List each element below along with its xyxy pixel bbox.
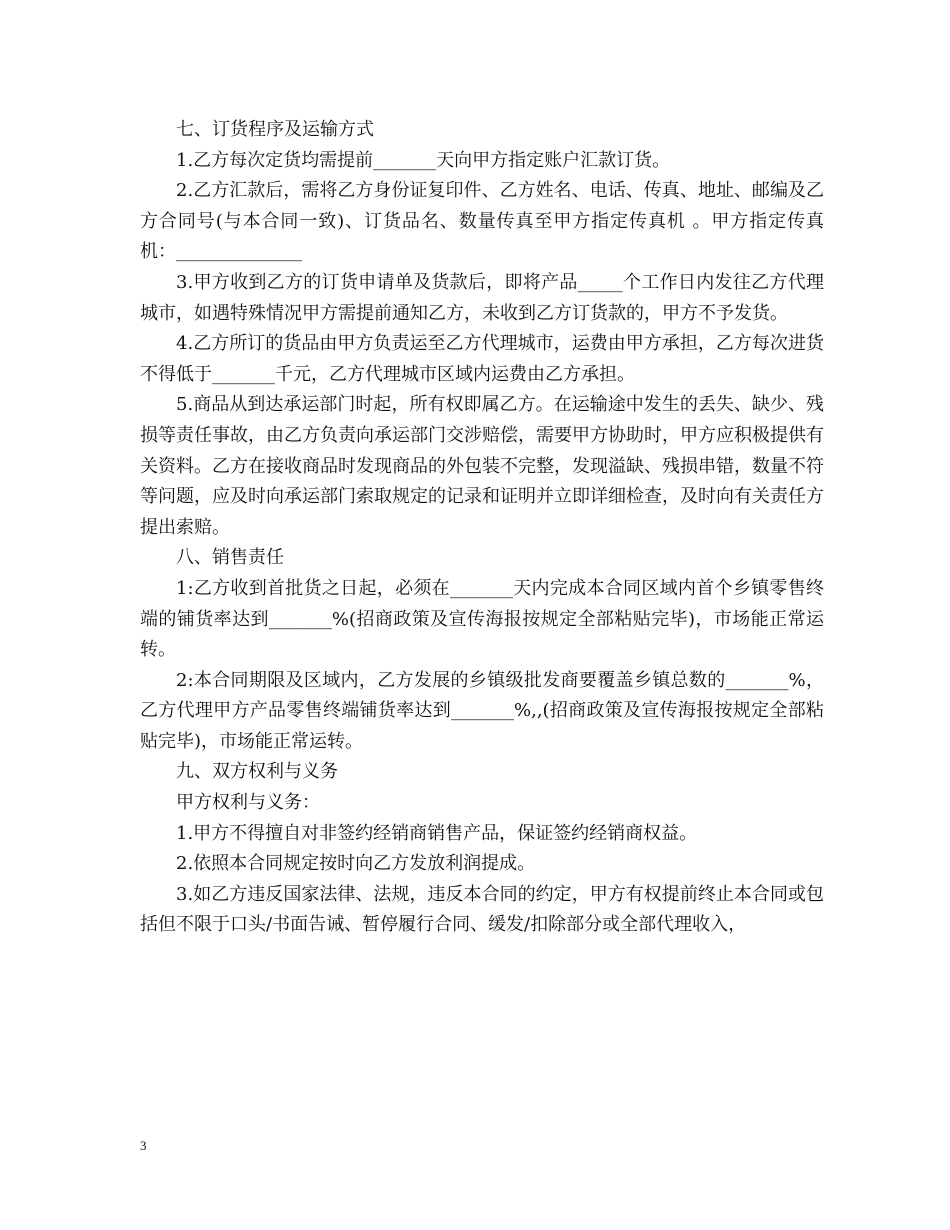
paragraph-9-3: 3.如乙方违反国家法律、法规，违反本合同的约定，甲方有权提前终止本合同或包括但不限于口头/书面告诫、暂停履行合同、缓发/扣除部分或全部代理收入， xyxy=(140,883,824,936)
paragraph-9-1: 1.甲方不得擅自对非签约经销商销售产品，保证签约经销商权益。 xyxy=(176,822,698,844)
paragraph-9-2: 2.依照本合同规定按时向乙方发放利润提成。 xyxy=(176,853,536,875)
paragraph-7-4: 4.乙方所订的货品由甲方负责运至乙方代理城市，运费由甲方承担，乙方每次进货不得低于_______千元，乙方代理城市区域内运费由乙方承担。 xyxy=(140,333,824,385)
paragraph-7-5: 5.商品从到达承运部门时起，所有权即属乙方。在运输途中发生的丢失、缺少、残损等责任事故，由乙方负责向承运部门交涉赔偿，需要甲方协助时，甲方应积极提供有关资料。乙方在接收商品时发现商品的外包装不完整，发现溢缺、残损串错，数量不符等问题，应及时向承运部门索取规定的记录和证明并立即详细检查，及时向有关责任方提出索赔。 xyxy=(140,394,824,538)
paragraph-8-2: 2:本合同期限及区域内，乙方发展的乡镇级批发商要覆盖乡镇总数的_______%，乙方代理甲方产品零售终端铺货率达到_______%,,(招商政策及宣传海报按规定全部粘贴完毕)，市场能正常运转。 xyxy=(140,669,824,752)
document-body xyxy=(140,115,824,941)
page-number: 3 xyxy=(140,1138,147,1153)
paragraph-7-2: 2.乙方汇款后，需将乙方身份证复印件、乙方姓名、电话、传真、地址、邮编及乙方合同号(与本合同一致)、订货品名、数量传真至甲方指定传真机 。甲方指定传真机：______________ xyxy=(140,180,824,263)
section-heading-sales-responsibility: 八、销售责任 xyxy=(176,547,284,569)
subheading-party-a-rights: 甲方权利与义务： xyxy=(176,792,320,814)
paragraph-7-1: 1.乙方每次定货均需提前_______天向甲方指定账户汇款订货。 xyxy=(176,149,671,171)
section-heading-ordering-shipping: 七、订货程序及运输方式 xyxy=(176,119,374,140)
paragraph-8-1: 1:乙方收到首批货之日起，必须在_______天内完成本合同区域内首个乡镇零售终端的铺货率达到_______%(招商政策及宣传海报按规定全部粘贴完毕)，市场能正常运转。 xyxy=(140,577,824,661)
paragraph-7-3: 3.甲方收到乙方的订货申请单及货款后，即将产品_____个工作日内发往乙方代理城市，如遇特殊情况甲方需提前通知乙方，未收到乙方订货款的，甲方不予发货。 xyxy=(140,271,824,324)
section-heading-rights-obligations: 九、双方权利与义务 xyxy=(176,761,338,783)
